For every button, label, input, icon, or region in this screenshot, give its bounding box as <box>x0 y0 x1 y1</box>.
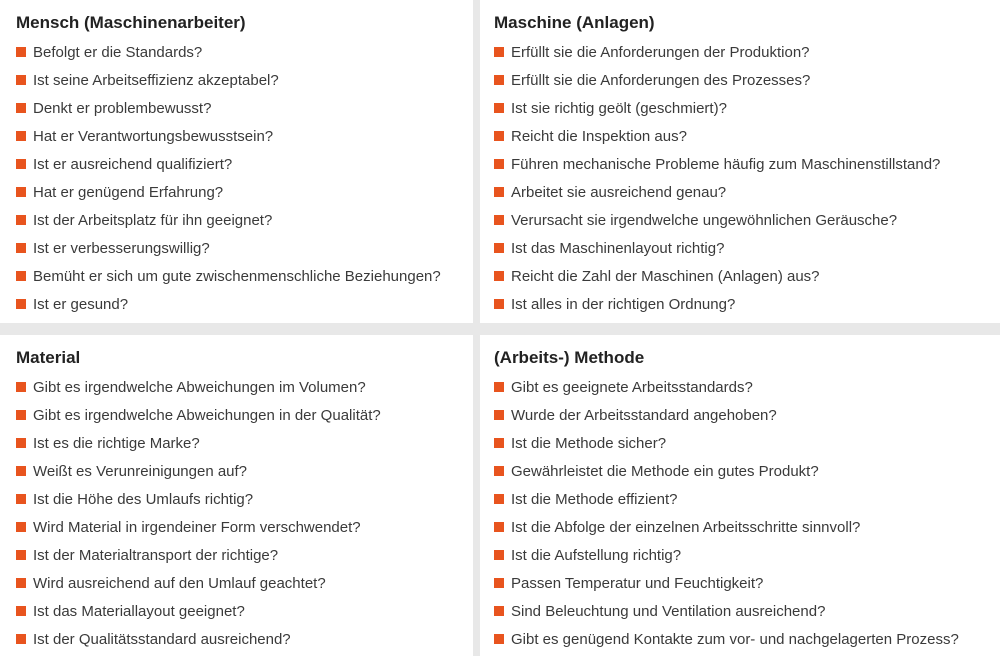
square-bullet-icon <box>494 159 504 169</box>
list-item <box>16 150 473 178</box>
question-text: Ist der Materialtransport der richtige? <box>33 546 279 564</box>
panel-title: Mensch (Maschinenarbeiter) <box>16 13 246 32</box>
panel-mensch <box>0 0 473 323</box>
list-item <box>494 373 1000 401</box>
square-bullet-icon <box>16 131 26 141</box>
question-text: Erfüllt sie die Anforderungen der Produktion? <box>511 43 810 61</box>
square-bullet-icon <box>16 243 26 253</box>
square-bullet-icon <box>494 438 504 448</box>
list-item <box>16 541 473 569</box>
panel-title: Maschine (Anlagen) <box>494 13 655 32</box>
list-item <box>16 66 473 94</box>
question-text: Ist das Maschinenlayout richtig? <box>511 239 725 257</box>
question-text: Passen Temperatur und Feuchtigkeit? <box>511 574 764 592</box>
panel-title: Material <box>16 348 81 367</box>
question-text: Ist er ausreichend qualifiziert? <box>33 155 233 173</box>
square-bullet-icon <box>16 438 26 448</box>
list-item <box>16 234 473 262</box>
question-text: Ist es die richtige Marke? <box>33 434 200 452</box>
question-text: Ist das Materiallayout geeignet? <box>33 602 245 620</box>
square-bullet-icon <box>494 103 504 113</box>
square-bullet-icon <box>16 382 26 392</box>
list-item <box>16 373 473 401</box>
square-bullet-icon <box>494 243 504 253</box>
square-bullet-icon <box>16 550 26 560</box>
question-text: Wird ausreichend auf den Umlauf geachtet? <box>33 574 326 592</box>
question-text: Hat er Verantwortungsbewusstsein? <box>33 127 274 145</box>
square-bullet-icon <box>494 550 504 560</box>
list-item <box>16 122 473 150</box>
panel-title: (Arbeits-) Methode <box>494 348 645 367</box>
list-item <box>16 178 473 206</box>
question-text: Ist alles in der richtigen Ordnung? <box>511 295 736 313</box>
question-text: Ist er verbesserungswillig? <box>33 239 210 257</box>
square-bullet-icon <box>494 382 504 392</box>
question-text: Gibt es geeignete Arbeitsstandards? <box>511 378 753 396</box>
list-item <box>494 38 1000 66</box>
question-text: Hat er genügend Erfahrung? <box>33 183 224 201</box>
question-text: Arbeitet sie ausreichend genau? <box>511 183 727 201</box>
square-bullet-icon <box>16 578 26 588</box>
list-item <box>494 401 1000 429</box>
question-text: Erfüllt sie die Anforderungen des Prozesses? <box>511 71 811 89</box>
list-item <box>16 429 473 457</box>
square-bullet-icon <box>494 47 504 57</box>
question-text: Wurde der Arbeitsstandard angehoben? <box>511 406 777 424</box>
question-list <box>16 38 473 318</box>
list-item <box>16 625 473 653</box>
square-bullet-icon <box>16 299 26 309</box>
list-item <box>494 597 1000 625</box>
panel-methode <box>480 335 1000 656</box>
square-bullet-icon <box>494 299 504 309</box>
list-item <box>494 569 1000 597</box>
question-text: Befolgt er die Standards? <box>33 43 203 61</box>
list-item <box>16 401 473 429</box>
question-text: Weißt es Verunreinigungen auf? <box>33 462 248 480</box>
list-item <box>16 94 473 122</box>
question-text: Sind Beleuchtung und Ventilation ausreichend? <box>511 602 826 620</box>
list-item <box>16 206 473 234</box>
list-item <box>494 206 1000 234</box>
list-item <box>494 429 1000 457</box>
square-bullet-icon <box>494 271 504 281</box>
list-item <box>494 94 1000 122</box>
question-text: Bemüht er sich um gute zwischenmenschliche Beziehungen? <box>33 267 441 285</box>
square-bullet-icon <box>16 47 26 57</box>
list-item <box>494 513 1000 541</box>
square-bullet-icon <box>494 410 504 420</box>
square-bullet-icon <box>494 187 504 197</box>
panel-material <box>0 335 473 656</box>
list-item <box>16 513 473 541</box>
square-bullet-icon <box>16 271 26 281</box>
question-list <box>16 373 473 653</box>
list-item <box>494 234 1000 262</box>
list-item <box>494 541 1000 569</box>
question-text: Ist er gesund? <box>33 295 129 313</box>
square-bullet-icon <box>494 606 504 616</box>
list-item <box>16 485 473 513</box>
question-text: Ist sie richtig geölt (geschmiert)? <box>511 99 727 117</box>
list-item <box>494 625 1000 653</box>
question-text: Reicht die Zahl der Maschinen (Anlagen) aus? <box>511 267 820 285</box>
question-list <box>494 38 1000 318</box>
question-text: Reicht die Inspektion aus? <box>511 127 687 145</box>
list-item <box>16 597 473 625</box>
square-bullet-icon <box>16 215 26 225</box>
square-bullet-icon <box>494 131 504 141</box>
list-item <box>494 485 1000 513</box>
square-bullet-icon <box>16 522 26 532</box>
panel-maschine <box>480 0 1000 323</box>
list-item <box>494 178 1000 206</box>
question-text: Ist die Abfolge der einzelnen Arbeitsschritte sinnvoll? <box>511 518 861 536</box>
list-item <box>494 122 1000 150</box>
square-bullet-icon <box>494 215 504 225</box>
question-text: Ist die Höhe des Umlaufs richtig? <box>33 490 254 508</box>
square-bullet-icon <box>16 159 26 169</box>
list-item <box>494 457 1000 485</box>
square-bullet-icon <box>16 466 26 476</box>
question-text: Gibt es irgendwelche Abweichungen im Volumen? <box>33 378 366 396</box>
question-text: Ist die Aufstellung richtig? <box>511 546 682 564</box>
list-item <box>16 457 473 485</box>
list-item <box>16 38 473 66</box>
square-bullet-icon <box>494 494 504 504</box>
square-bullet-icon <box>494 466 504 476</box>
list-item <box>494 150 1000 178</box>
square-bullet-icon <box>16 103 26 113</box>
list-item <box>16 290 473 318</box>
square-bullet-icon <box>16 634 26 644</box>
question-text: Verursacht sie irgendwelche ungewöhnlichen Geräusche? <box>511 211 898 229</box>
question-text: Gibt es genügend Kontakte zum vor- und nachgelagerten Prozess? <box>511 630 959 648</box>
square-bullet-icon <box>16 187 26 197</box>
square-bullet-icon <box>16 494 26 504</box>
question-text: Führen mechanische Probleme häufig zum Maschinenstillstand? <box>511 155 941 173</box>
list-item <box>16 569 473 597</box>
question-text: Gibt es irgendwelche Abweichungen in der Qualität? <box>33 406 381 424</box>
square-bullet-icon <box>494 634 504 644</box>
square-bullet-icon <box>16 606 26 616</box>
square-bullet-icon <box>16 410 26 420</box>
square-bullet-icon <box>16 75 26 85</box>
list-item <box>494 66 1000 94</box>
question-text: Ist der Qualitätsstandard ausreichend? <box>33 630 291 648</box>
square-bullet-icon <box>494 578 504 588</box>
square-bullet-icon <box>494 75 504 85</box>
list-item <box>494 290 1000 318</box>
square-bullet-icon <box>494 522 504 532</box>
question-text: Gewährleistet die Methode ein gutes Produkt? <box>511 462 819 480</box>
question-text: Ist die Methode effizient? <box>511 490 678 508</box>
question-list <box>494 373 1000 653</box>
question-text: Ist der Arbeitsplatz für ihn geeignet? <box>33 211 273 229</box>
list-item <box>16 262 473 290</box>
question-text: Wird Material in irgendeiner Form verschwendet? <box>33 518 361 536</box>
question-text: Ist seine Arbeitseffizienz akzeptabel? <box>33 71 279 89</box>
question-text: Denkt er problembewusst? <box>33 99 212 117</box>
list-item <box>494 262 1000 290</box>
question-text: Ist die Methode sicher? <box>511 434 667 452</box>
